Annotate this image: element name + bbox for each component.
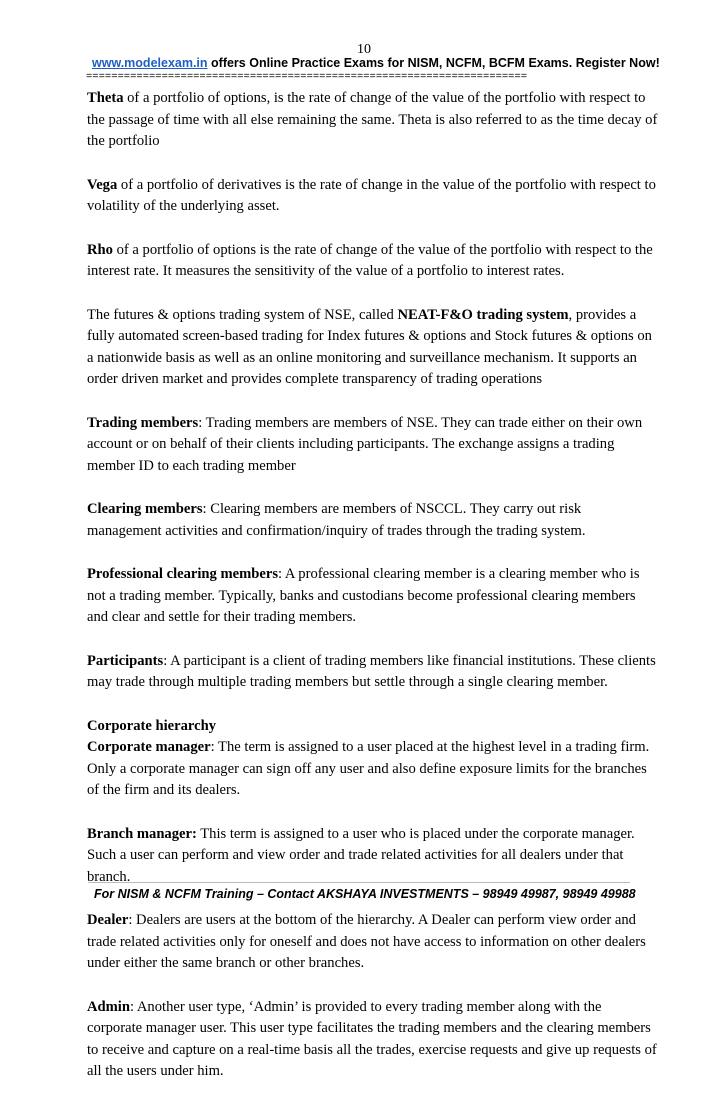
neat-paragraph	[87, 305, 659, 391]
admin-term: Admin	[87, 998, 130, 1015]
dealer-paragraph	[87, 910, 659, 975]
trading-members-text: : Trading members are members of NSE. They can trade either on their own account or on behalf of their clients including participants. The exchange assigns a trading member ID to each trading member	[87, 414, 643, 474]
vega-paragraph	[87, 175, 659, 218]
header-rule: ======================================================================	[86, 71, 528, 83]
vega-term: Vega	[87, 176, 118, 193]
neat-term: NEAT-F&O trading system	[397, 306, 569, 323]
header-text: offers Online Practice Exams for NISM, NCFM, BCFM Exams. Register Now!	[207, 56, 660, 70]
branch-manager-paragraph	[87, 824, 659, 889]
neat-text-before: The futures & options trading system of NSE, called	[87, 306, 398, 323]
header-banner	[92, 56, 660, 70]
rho-paragraph	[87, 240, 659, 283]
branch-manager-term: Branch manager:	[87, 825, 197, 842]
dealer-text: : Dealers are users at the bottom of the hierarchy. A Dealer can perform view order and trade related activities only for oneself and does not have access to information on other dealers under either the same branch or other branches.	[87, 912, 646, 971]
header-link[interactable]: www.modelexam.in	[92, 56, 208, 70]
theta-term: Theta	[87, 90, 124, 106]
corporate-manager-text: : The term is assigned to a user placed at the highest level in a trading firm. Only a corporate manager can sign off any user and also define exposure limits for the branches of the firm and its dealers.	[87, 739, 650, 798]
corporate-hierarchy-title: Corporate hierarchy	[87, 717, 217, 734]
participants-text: : A participant is a client of trading members like financial institutions. These clients may trade through multiple trading members but settle through a single clearing member.	[87, 652, 656, 690]
dealer-term: Dealer	[87, 912, 129, 928]
trading-members-term: Trading members	[87, 414, 199, 431]
footer-divider	[88, 882, 630, 883]
clearing-members-term: Clearing members	[87, 501, 203, 517]
document-body	[87, 88, 659, 1105]
participants-paragraph	[87, 651, 659, 694]
footer-contact: For NISM & NCFM Training – Contact AKSHAYA INVESTMENTS – 98949 49987, 98949 49988	[94, 887, 636, 901]
neat-text-after: , provides a fully automated screen-based trading for Index futures & options and Stock futures & options on a nationwide basis as well as an online monitoring and surveillance mechanism. It supports an order driven market and provides complete transparency of trading operations	[87, 306, 652, 387]
page-number: 10	[357, 42, 371, 57]
clearing-members-paragraph	[87, 499, 659, 542]
theta-text: of a portfolio of options, is the rate of change of the value of the portfolio with respect to the passage of time with all else remaining the same. Theta is also referred to as the time decay of the portfolio	[87, 90, 658, 149]
trading-members-paragraph	[87, 413, 659, 478]
rho-text: of a portfolio of options is the rate of change of the value of the portfolio with respect to the interest rate. It measures the sensitivity of the value of a portfolio to interest rates.	[87, 241, 653, 279]
branch-manager-text: This term is assigned to a user who is placed under the corporate manager. Such a user can perform and view order and trade related activities for all dealers under that branch.	[87, 825, 635, 885]
professional-clearing-term: Professional clearing members	[87, 566, 279, 582]
participants-term: Participants	[87, 652, 164, 669]
admin-text: : Another user type, ‘Admin’ is provided to every trading member along with the corporate manager user. This user type facilitates the trading members and the clearing members to receive and capture on a real-time basis all the trades, exercise requests and give up requests of all the users under him.	[87, 998, 657, 1079]
professional-clearing-paragraph	[87, 564, 659, 629]
corporate-manager-term: Corporate manager	[87, 739, 211, 755]
clearing-members-text: : Clearing members are members of NSCCL. They carry out risk management activities and confirmation/inquiry of trades through the trading system.	[87, 501, 586, 539]
admin-paragraph	[87, 997, 659, 1083]
rho-term: Rho	[87, 241, 113, 258]
corporate-hierarchy-heading	[87, 716, 659, 738]
theta-paragraph	[87, 88, 659, 153]
vega-text: of a portfolio of derivatives is the rate of change in the value of the portfolio with respect to volatility of the underlying asset.	[87, 176, 656, 214]
professional-clearing-text: : A professional clearing member is a clearing member who is not a trading member. Typically, banks and custodians become professional clearing members and clear and settle for their trading members.	[87, 566, 640, 625]
corporate-manager-paragraph	[87, 737, 659, 802]
